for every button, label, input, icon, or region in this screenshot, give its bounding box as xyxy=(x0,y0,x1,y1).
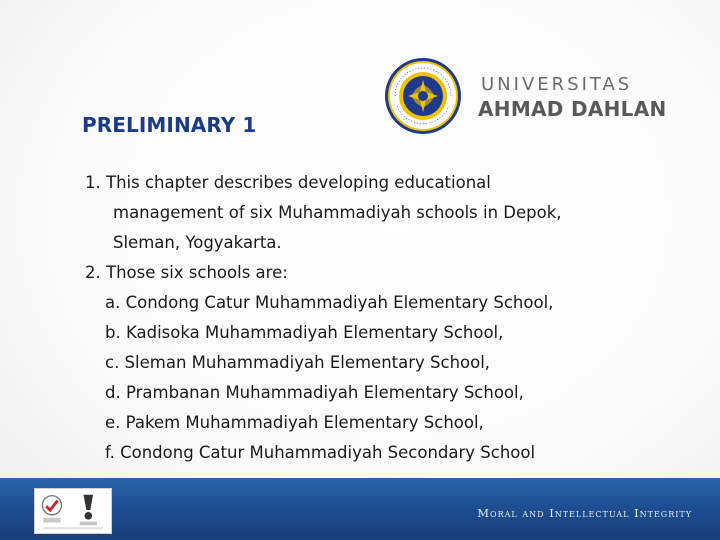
list-item: a. Condong Catur Muhammadiyah Elementary School, xyxy=(105,293,554,312)
list-item: d. Prambanan Muhammadiyah Elementary School, xyxy=(105,383,524,402)
list-item: c. Sleman Muhammadiyah Elementary School, xyxy=(105,353,491,372)
footer-band xyxy=(0,478,720,540)
list-item: f. Condong Catur Muhammadiyah Secondary School xyxy=(105,443,536,462)
slide-title: PRELIMINARY 1 xyxy=(82,113,257,137)
list-item: 2. Those six schools are: xyxy=(85,263,288,282)
university-seal-icon xyxy=(383,56,463,136)
logo-wordmark-line1: UNIVERSITAS xyxy=(481,74,633,95)
list-item: 1. This chapter describes developing educational xyxy=(85,173,491,192)
list-item: management of six Muhammadiyah schools in Depok, xyxy=(113,203,562,222)
list-item: b. Kadisoka Muhammadiyah Elementary School, xyxy=(105,323,504,342)
footer-tagline: Moral and Intellectual Integrity xyxy=(477,506,692,520)
content-list xyxy=(85,168,685,468)
certification-logos-icon xyxy=(34,488,112,534)
list-item: e. Pakem Muhammadiyah Elementary School, xyxy=(105,413,484,432)
university-logo xyxy=(383,56,683,138)
list-item: Sleman, Yogyakarta. xyxy=(113,233,282,252)
logo-wordmark-line2: AHMAD DAHLAN xyxy=(478,97,667,121)
